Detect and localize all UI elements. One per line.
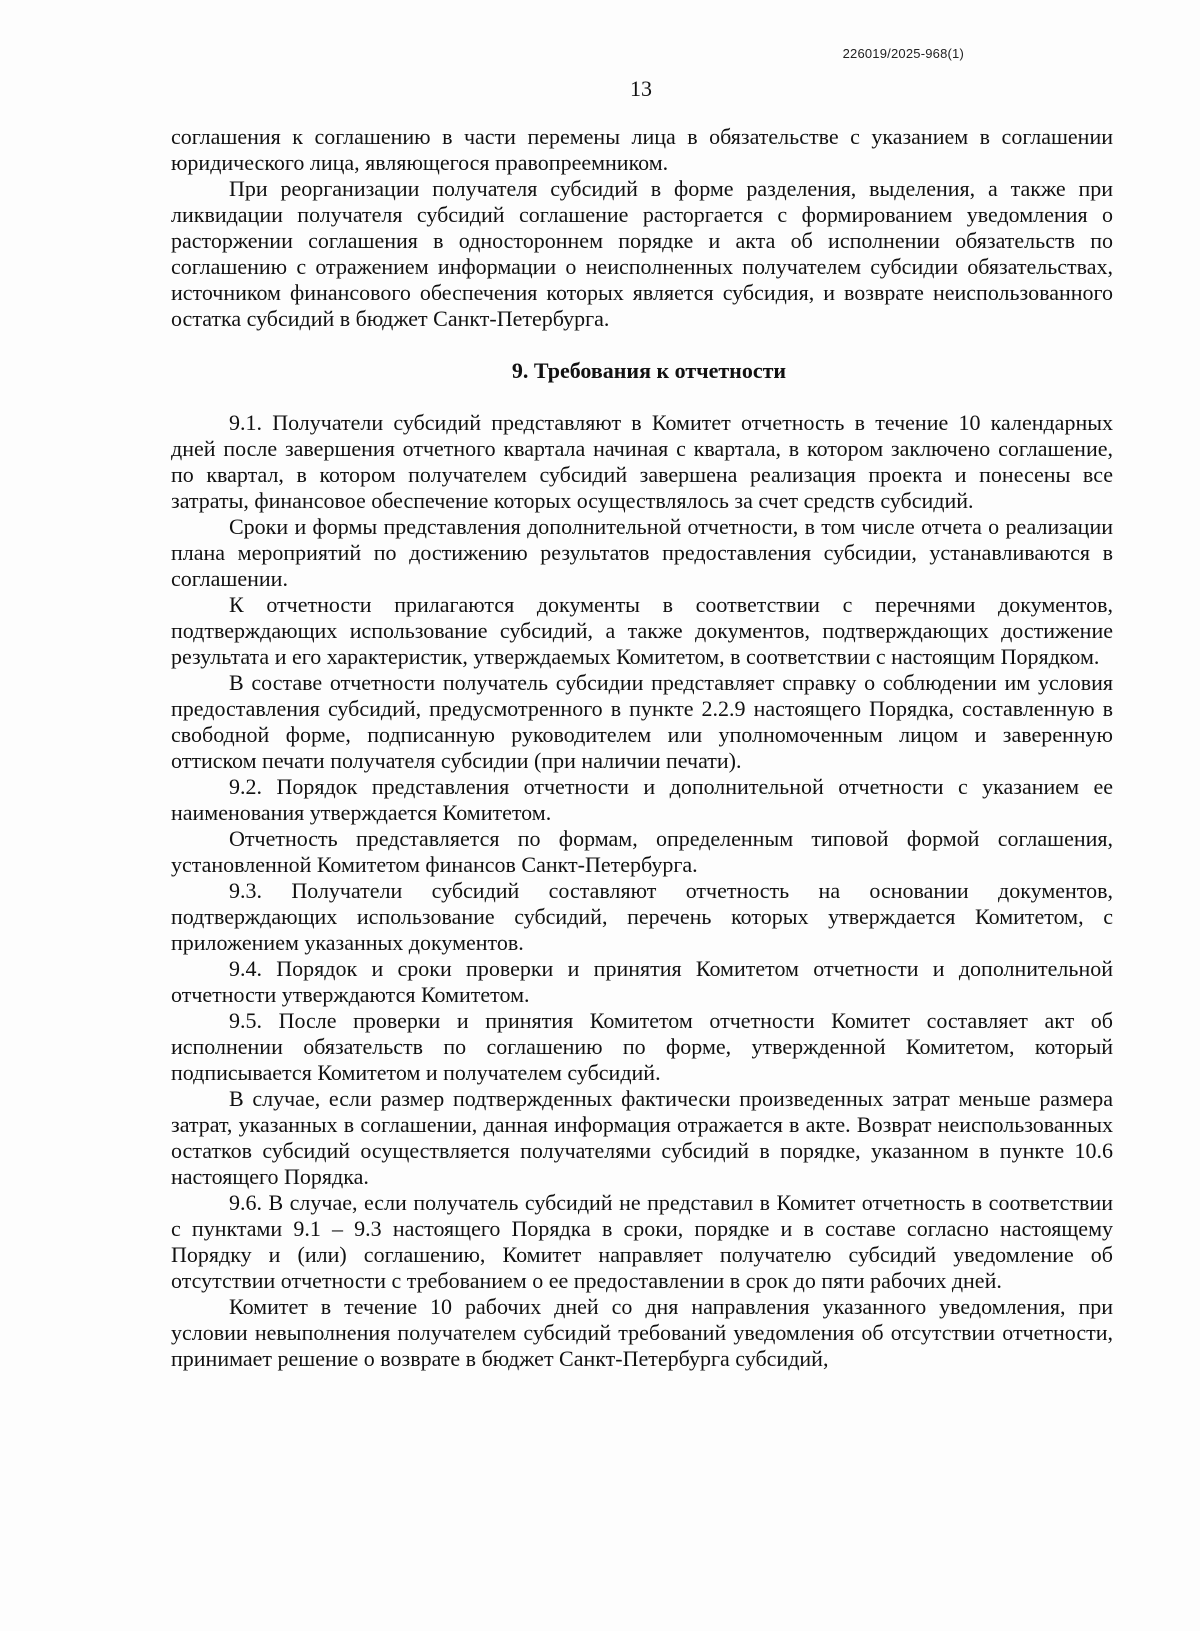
paragraph: Комитет в течение 10 рабочих дней со дня направления указанного уведомления, при условии невыполнения получателем субсидий требований уведомления об отсутствии отчетности, принимает решение о возврате в бюджет Санкт-Петербурга субсидий, <box>171 1294 1113 1371</box>
paragraph: соглашения к соглашению в части перемены лица в обязательстве с указанием в соглашении юридического лица, являющегося правопреемником. <box>171 124 1113 175</box>
paragraph: 9.2. Порядок представления отчетности и дополнительной отчетности с указанием ее наименования утверждается Комитетом. <box>171 774 1113 825</box>
paragraph: Отчетность представляется по формам, определенным типовой формой соглашения, установленной Комитетом финансов Санкт-Петербурга. <box>171 826 1113 877</box>
paragraph: 9.5. После проверки и принятия Комитетом отчетности Комитет составляет акт об исполнении обязательств по соглашению по форме, утвержденной Комитетом, который подписывается Комитетом и получателем субсидий. <box>171 1008 1113 1085</box>
paragraph: 9.6. В случае, если получатель субсидий не представил в Комитет отчетность в соответствии с пунктами 9.1 – 9.3 настоящего Порядка в сроки, порядке и в составе согласно настоящему Порядку и (или) соглашению, Комитет направляет получателю субсидий уведомление об отсутствии отчетности с требованием о ее предоставлении в срок до пяти рабочих дней. <box>171 1190 1113 1293</box>
paragraph: 9.4. Порядок и сроки проверки и принятия Комитетом отчетности и дополнительной отчетности утверждаются Комитетом. <box>171 956 1113 1007</box>
section-title: 9. Требования к отчетности <box>511 358 787 383</box>
document-id: 226019/2025-968(1) <box>842 46 964 61</box>
paragraph: К отчетности прилагаются документы в соответствии с перечнями документов, подтверждающих использование субсидий, а также документов, подтверждающих достижение результата и его характеристик, утверждаемых Комитетом, в соответствии с настоящим Порядком. <box>171 592 1113 669</box>
paragraph: В составе отчетности получатель субсидии представляет справку о соблюдении им условия предоставления субсидий, предусмотренного в пункте 2.2.9 настоящего Порядка, составленную в свободной форме, подписанную руководителем или уполномоченным лицом и заверенную оттиском печати получателя субсидии (при наличии печати). <box>171 670 1113 773</box>
document-body <box>171 124 1113 1372</box>
paragraph: 9.1. Получатели субсидий представляют в Комитет отчетность в течение 10 календарных дней после завершения отчетного квартала начиная с квартала, в котором заключено соглашение, по квартал, в котором получателем субсидий завершена реализация проекта и понесены все затраты, финансовое обеспечение которых осуществлялось за счет средств субсидий. <box>171 410 1113 513</box>
paragraph: Сроки и формы представления дополнительной отчетности, в том числе отчета о реализации плана мероприятий по достижению результатов предоставления субсидии, устанавливаются в соглашении. <box>171 514 1113 591</box>
page-number: 13 <box>630 76 652 101</box>
paragraph: При реорганизации получателя субсидий в форме разделения, выделения, а также при ликвидации получателя субсидий соглашение расторгается с формированием уведомления о расторжении соглашения в одностороннем порядке и акта об исполнении обязательств по соглашению с отражением информации о неисполненных получателем субсидии обязательствах, источником финансового обеспечения которых является субсидия, и возврате неиспользованного остатка субсидий в бюджет Санкт-Петербурга. <box>171 176 1113 331</box>
paragraph: 9.3. Получатели субсидий составляют отчетность на основании документов, подтверждающих использование субсидий, перечень которых утверждается Комитетом, с приложением указанных документов. <box>171 878 1113 955</box>
paragraph: В случае, если размер подтвержденных фактически произведенных затрат меньше размера затрат, указанных в соглашении, данная информация отражается в акте. Возврат неиспользованных остатков субсидий осуществляется получателями субсидий в порядке, указанном в пункте 10.6 настоящего Порядка. <box>171 1086 1113 1189</box>
